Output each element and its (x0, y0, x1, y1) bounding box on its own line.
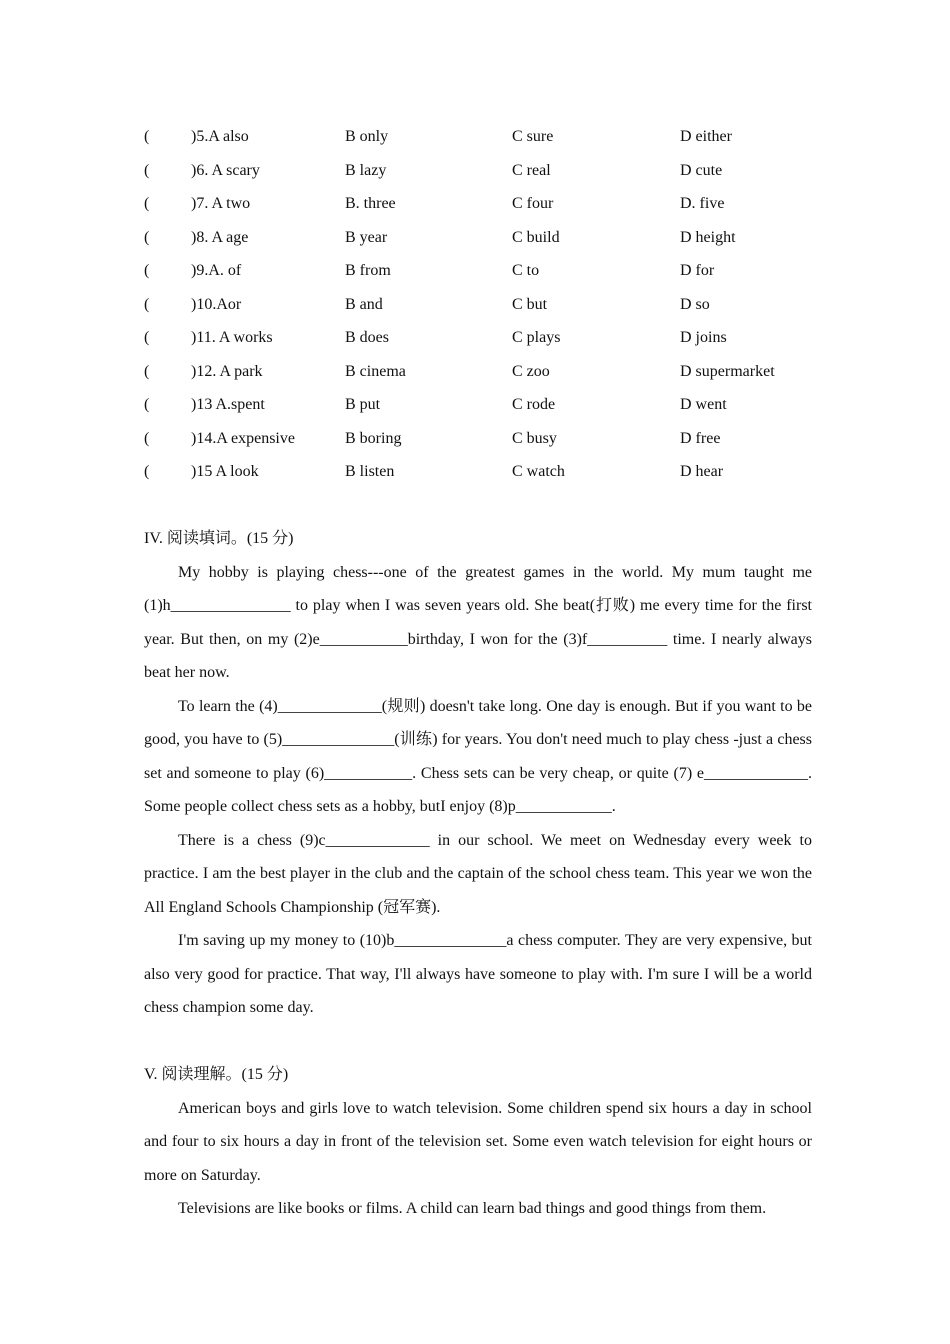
answer-paren[interactable]: ( (144, 195, 150, 212)
answer-paren[interactable]: ( (144, 329, 150, 346)
paragraph: There is a chess (9)c_____________ in our school. We meet on Wednesday every week to practice. I am the best player in the club and the captain of the school chess team. This year we won the All England Schools Championship (冠军赛). (144, 831, 812, 916)
answer-paren[interactable]: ( (144, 463, 150, 480)
option-c: C four (512, 195, 554, 212)
question-row (144, 321, 824, 355)
option-a: )11. A works (191, 329, 273, 346)
option-d: D free (680, 429, 721, 447)
option-c: C rode (512, 396, 556, 413)
option-c: C but (512, 295, 548, 313)
option-d: D. five (680, 195, 725, 212)
option-c: C watch (512, 463, 565, 480)
option-b: B year (345, 228, 388, 246)
option-b: B and (345, 295, 383, 313)
answer-paren[interactable]: ( (144, 228, 150, 246)
option-a: )9.A. of (191, 262, 242, 279)
section-reading-comprehension (144, 1058, 812, 1226)
paragraph: My hobby is playing chess---one of the greatest games in the world. My mum taught me (1)h_______________ to play when I was seven years old. She beat(打败) me every time for the first year. But then, on my (2)e___________birthday, I won for the (3)f__________ time. I nearly always beat her now. (144, 563, 812, 681)
option-a: )14.A expensive (191, 429, 295, 447)
option-d: D either (680, 128, 732, 145)
question-row (144, 288, 824, 322)
question-row (144, 221, 824, 255)
option-d: D hear (680, 463, 724, 480)
option-a: )8. A age (191, 228, 249, 246)
paragraph: I'm saving up my money to (10)b______________a chess computer. They are very expensive, but also very good for practice. That way, I'll always have someone to play with. I'm sure I will be a world chess champion some day. (144, 932, 812, 1016)
option-d: D joins (680, 329, 727, 346)
option-b: B cinema (345, 362, 406, 380)
section-heading: V. 阅读理解。(15 分) (144, 1066, 289, 1083)
option-b: B put (345, 396, 381, 413)
option-d: D height (680, 228, 736, 246)
paragraph: To learn the (4)_____________(规则) doesn't take long. One day is enough. But if you want to be good, you have to (5)______________(训练) for years. You don't need much to play chess -just a chess set and someone to play (6)___________. Chess sets can be very cheap, or quite (7) e_____________. Some people collect chess sets as a hobby, butI enjoy (8)p____________. (144, 697, 812, 815)
option-b: B from (345, 262, 391, 279)
answer-paren[interactable]: ( (144, 262, 150, 279)
paragraph: American boys and girls love to watch television. Some children spend six hours a day in school and four to six hours a day in front of the television set. Some even watch television for eight hours or more on Saturday. (144, 1099, 812, 1184)
option-c: C real (512, 161, 551, 179)
option-c: C sure (512, 128, 554, 145)
option-a: )13 A.spent (191, 396, 265, 413)
option-d: D went (680, 396, 727, 413)
option-b: B only (345, 128, 389, 145)
option-d: D cute (680, 161, 723, 179)
answer-paren[interactable]: ( (144, 429, 150, 447)
option-a: )7. A two (191, 195, 251, 212)
option-d: D supermarket (680, 362, 775, 380)
option-a: )12. A park (191, 362, 263, 380)
option-a: )6. A scary (191, 161, 260, 179)
question-row (144, 355, 824, 389)
section-heading: IV. 阅读填词。(15 分) (144, 530, 294, 547)
paragraph: Televisions are like books or films. A child can learn bad things and good things from them. (178, 1200, 767, 1217)
option-b: B does (345, 329, 389, 346)
option-b: B boring (345, 429, 402, 447)
answer-paren[interactable]: ( (144, 396, 150, 413)
question-row (144, 422, 824, 456)
option-a: )15 A look (191, 463, 259, 480)
answer-paren[interactable]: ( (144, 161, 150, 179)
option-b: B. three (345, 195, 396, 212)
question-row (144, 120, 824, 154)
option-d: D so (680, 295, 710, 313)
question-row (144, 187, 824, 221)
option-c: C zoo (512, 362, 550, 380)
option-c: C to (512, 262, 540, 279)
multiple-choice-list (144, 120, 824, 489)
answer-paren[interactable]: ( (144, 362, 150, 380)
option-b: B listen (345, 463, 395, 480)
option-d: D for (680, 262, 715, 279)
option-c: C plays (512, 329, 561, 346)
answer-paren[interactable]: ( (144, 295, 150, 313)
option-c: C build (512, 228, 560, 246)
answer-paren[interactable]: ( (144, 128, 150, 145)
question-row (144, 154, 824, 188)
option-a: )10.Aor (191, 295, 242, 313)
section-reading-fill-in (144, 522, 812, 1025)
question-row (144, 254, 824, 288)
option-c: C busy (512, 429, 557, 447)
option-b: B lazy (345, 161, 387, 179)
question-row (144, 388, 824, 422)
option-a: )5.A also (191, 128, 249, 145)
question-row (144, 455, 824, 489)
